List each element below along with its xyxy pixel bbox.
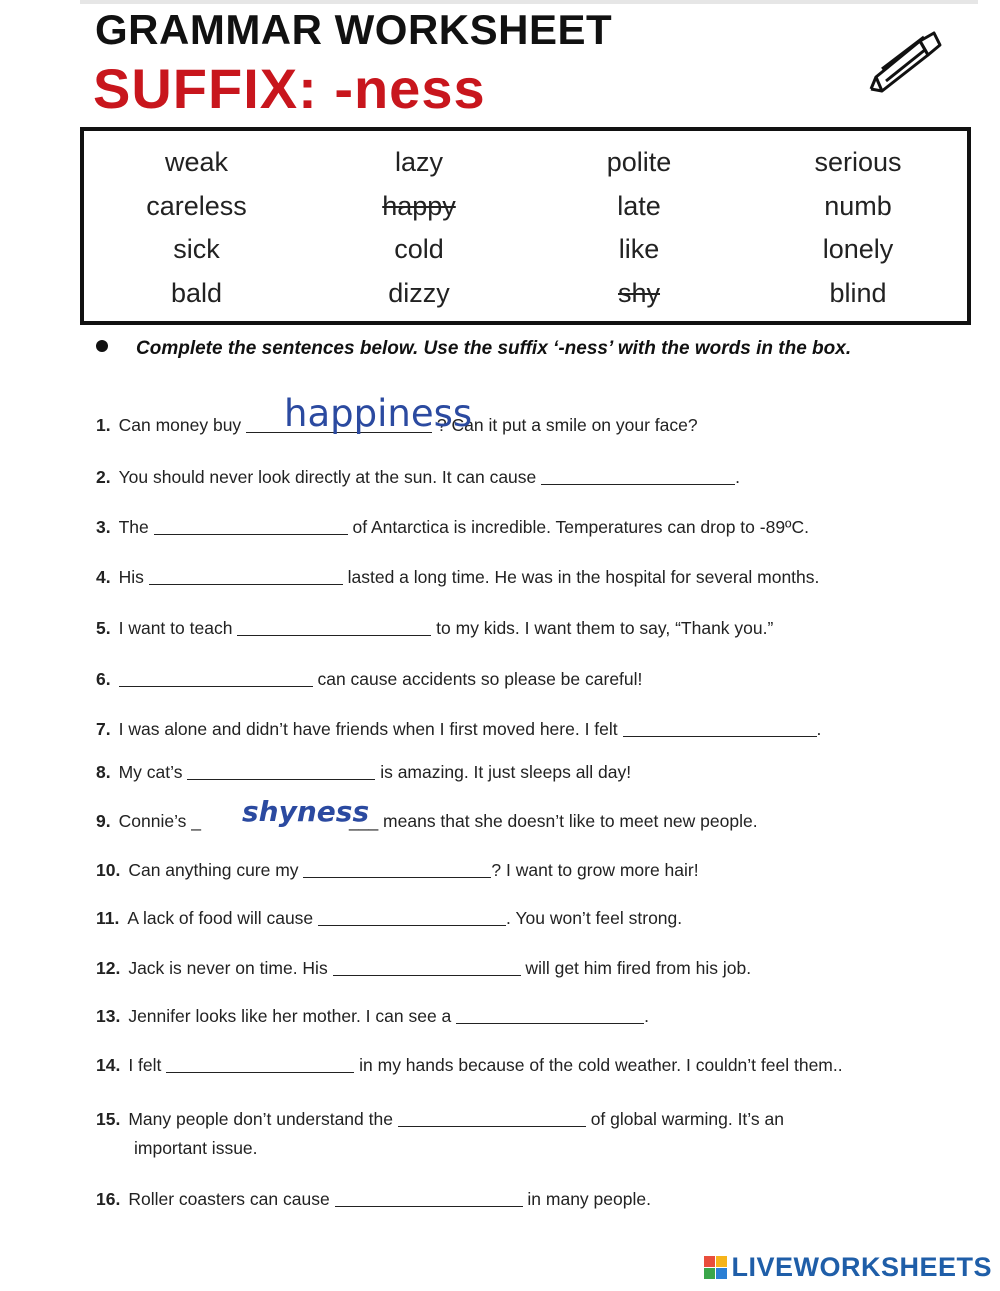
bullet-icon: [96, 340, 108, 352]
question-13: 13. Jennifer looks like her mother. I can see a .: [96, 1006, 650, 1026]
word-blind: blind: [829, 277, 887, 308]
pencil-icon: [868, 25, 948, 95]
question-15-line-2: important issue.: [134, 1138, 258, 1158]
word-happy-crossed: happy: [382, 190, 456, 221]
word-lonely: lonely: [822, 234, 894, 264]
answer-blank-6[interactable]: [119, 668, 313, 687]
answer-blank-4[interactable]: [149, 566, 343, 585]
worksheet-title: GRAMMAR WORKSHEET: [95, 6, 613, 53]
question-10: 10. Can anything cure my ? I want to grow more hair!: [96, 860, 699, 880]
question-15: 15. Many people don’t understand the of global warming. It’s an: [96, 1109, 784, 1129]
question-5: 5. I want to teach to my kids. I want them to say, “Thank you.”: [96, 618, 774, 638]
brand-text: LIVEWORKSHEETS: [731, 1252, 992, 1282]
answer-blank-3[interactable]: [154, 516, 348, 535]
answer-blank-10[interactable]: [303, 859, 491, 878]
word-late: late: [617, 190, 661, 221]
word-careless: careless: [146, 190, 247, 221]
question-16: 16. Roller coasters can cause in many people.: [96, 1189, 651, 1209]
question-8: 8. My cat’s is amazing. It just sleeps all day!: [96, 762, 632, 782]
answer-blank-8[interactable]: [187, 761, 375, 780]
question-3: 3. The of Antarctica is incredible. Temperatures can drop to -89ºC.: [96, 517, 809, 537]
word-serious: serious: [814, 147, 902, 177]
instructions: [96, 338, 966, 360]
question-6: 6. can cause accidents so please be careful!: [96, 669, 643, 689]
question-9: 9. Connie’s _ ___ means that she doesn’t like to meet new people.: [96, 811, 758, 831]
word-numb: numb: [824, 190, 892, 221]
word-like: like: [618, 234, 660, 264]
word-bald: bald: [170, 277, 223, 308]
answer-blank-7[interactable]: [623, 718, 817, 737]
word-dizzy: dizzy: [388, 277, 450, 308]
answer-blank-11[interactable]: [318, 907, 506, 926]
word-cold: cold: [394, 234, 444, 264]
answer-blank-14[interactable]: [166, 1054, 354, 1073]
answer-blank-13[interactable]: [456, 1005, 644, 1024]
word-sick: sick: [173, 234, 220, 264]
answer-blank-16[interactable]: [335, 1188, 523, 1207]
logo-blocks-icon: [704, 1256, 727, 1279]
suffix-title: SUFFIX: -ness: [93, 57, 486, 120]
answer-blank-2[interactable]: [541, 466, 735, 485]
word-lazy: lazy: [394, 147, 443, 177]
word-weak: weak: [164, 147, 229, 177]
top-rule: [80, 0, 978, 4]
word-shy-crossed: shy: [617, 277, 661, 308]
question-11: 11. A lack of food will cause . You won’t feel strong.: [96, 908, 683, 928]
instruction-text: Complete the sentences below. Use the suffix ‘-ness’ with the words in the box.: [136, 338, 852, 359]
answer-blank-12[interactable]: [333, 957, 521, 976]
answer-9-text[interactable]: shyness: [242, 795, 370, 828]
question-4: 4. His lasted a long time. He was in the hospital for several months.: [96, 567, 820, 587]
answer-blank-5[interactable]: [237, 617, 431, 636]
word-box: [80, 127, 971, 325]
liveworksheets-logo: [704, 1252, 992, 1283]
answer-blank-15[interactable]: [398, 1108, 586, 1127]
answer-1-text[interactable]: happiness: [284, 392, 473, 435]
question-7: 7. I was alone and didn’t have friends when I first moved here. I felt .: [96, 719, 822, 739]
word-grid: [84, 141, 967, 315]
question-14: 14. I felt in my hands because of the cold weather. I couldn’t feel them..: [96, 1055, 843, 1075]
word-polite: polite: [606, 147, 672, 177]
question-12: 12. Jack is never on time. His will get him fired from his job.: [96, 958, 752, 978]
question-1: 1. Can money buy ? Can it put a smile on your face?: [96, 415, 698, 435]
question-2: 2. You should never look directly at the sun. It can cause .: [96, 467, 741, 487]
